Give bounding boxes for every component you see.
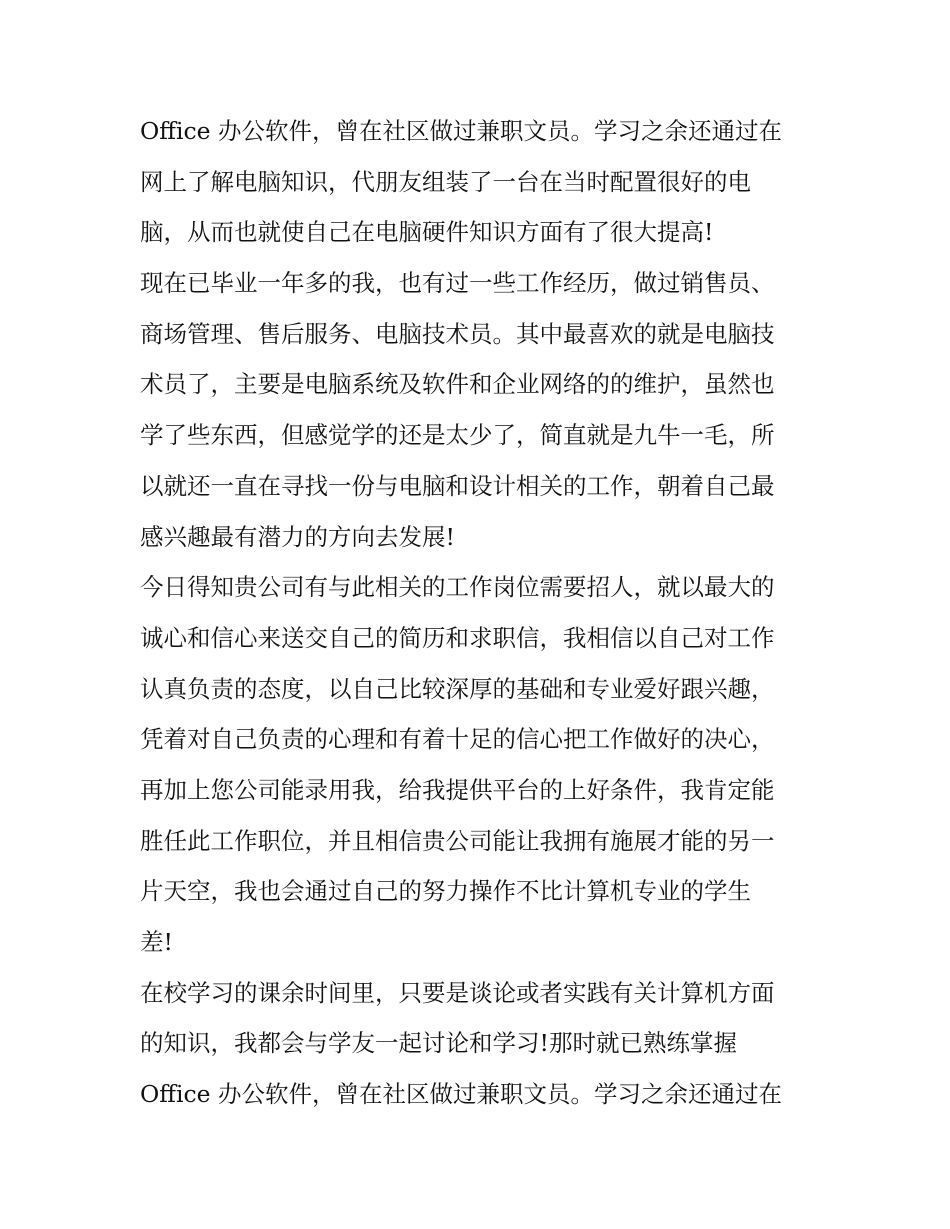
text-line: 的知识，我都会与学友一起讨论和学习!那时就已熟练掌握 bbox=[140, 1029, 737, 1058]
text-line: 差! bbox=[140, 928, 173, 956]
text-line: Office 办公软件，曾在社区做过兼职文员。学习之余还通过在 bbox=[140, 1080, 783, 1109]
text-line: 在校学习的课余时间里，只要是谈论或者实践有关计算机方面 bbox=[140, 978, 775, 1007]
body-text bbox=[140, 106, 820, 1120]
text-line: 现在已毕业一年多的我，也有过一些工作经历，做过销售员、 bbox=[140, 269, 775, 298]
text-line: Office 办公软件，曾在社区做过兼职文员。学习之余还通过在 bbox=[140, 117, 783, 145]
text-line: 诚心和信心来送交自己的简历和求职信，我相信以自己对工作 bbox=[140, 623, 775, 652]
text-line: 学了些东西，但感觉学的还是太少了，简直就是九牛一毛，所 bbox=[140, 421, 775, 450]
text-line: 再加上您公司能录用我，给我提供平台的上好条件，我肯定能 bbox=[140, 775, 775, 804]
text-line: 感兴趣最有潜力的方向去发展! bbox=[140, 522, 455, 551]
text-line: 胜任此工作职位，并且相信贵公司能让我拥有施展才能的另一 bbox=[140, 826, 775, 855]
text-line: 凭着对自己负责的心理和有着十足的信心把工作做好的决心， bbox=[140, 725, 775, 754]
text-line: 片天空，我也会通过自己的努力操作不比计算机专业的学生 bbox=[140, 877, 751, 906]
text-line: 商场管理、售后服务、电脑技术员。其中最喜欢的就是电脑技 bbox=[140, 319, 775, 348]
text-line: 术员了，主要是电脑系统及软件和企业网络的的维护，虽然也 bbox=[140, 370, 775, 399]
text-line: 今日得知贵公司有与此相关的工作岗位需要招人，就以最大的 bbox=[140, 573, 775, 602]
text-line: 网上了解电脑知识，代朋友组装了一台在当时配置很好的电 bbox=[140, 167, 751, 196]
text-line: 脑，从而也就使自己在电脑硬件知识方面有了很大提高! bbox=[140, 218, 714, 247]
text-line: 以就还一直在寻找一份与电脑和设计相关的工作，朝着自己最 bbox=[140, 471, 775, 500]
text-line: 认真负责的态度，以自己比较深厚的基础和专业爱好跟兴趣， bbox=[140, 674, 775, 703]
